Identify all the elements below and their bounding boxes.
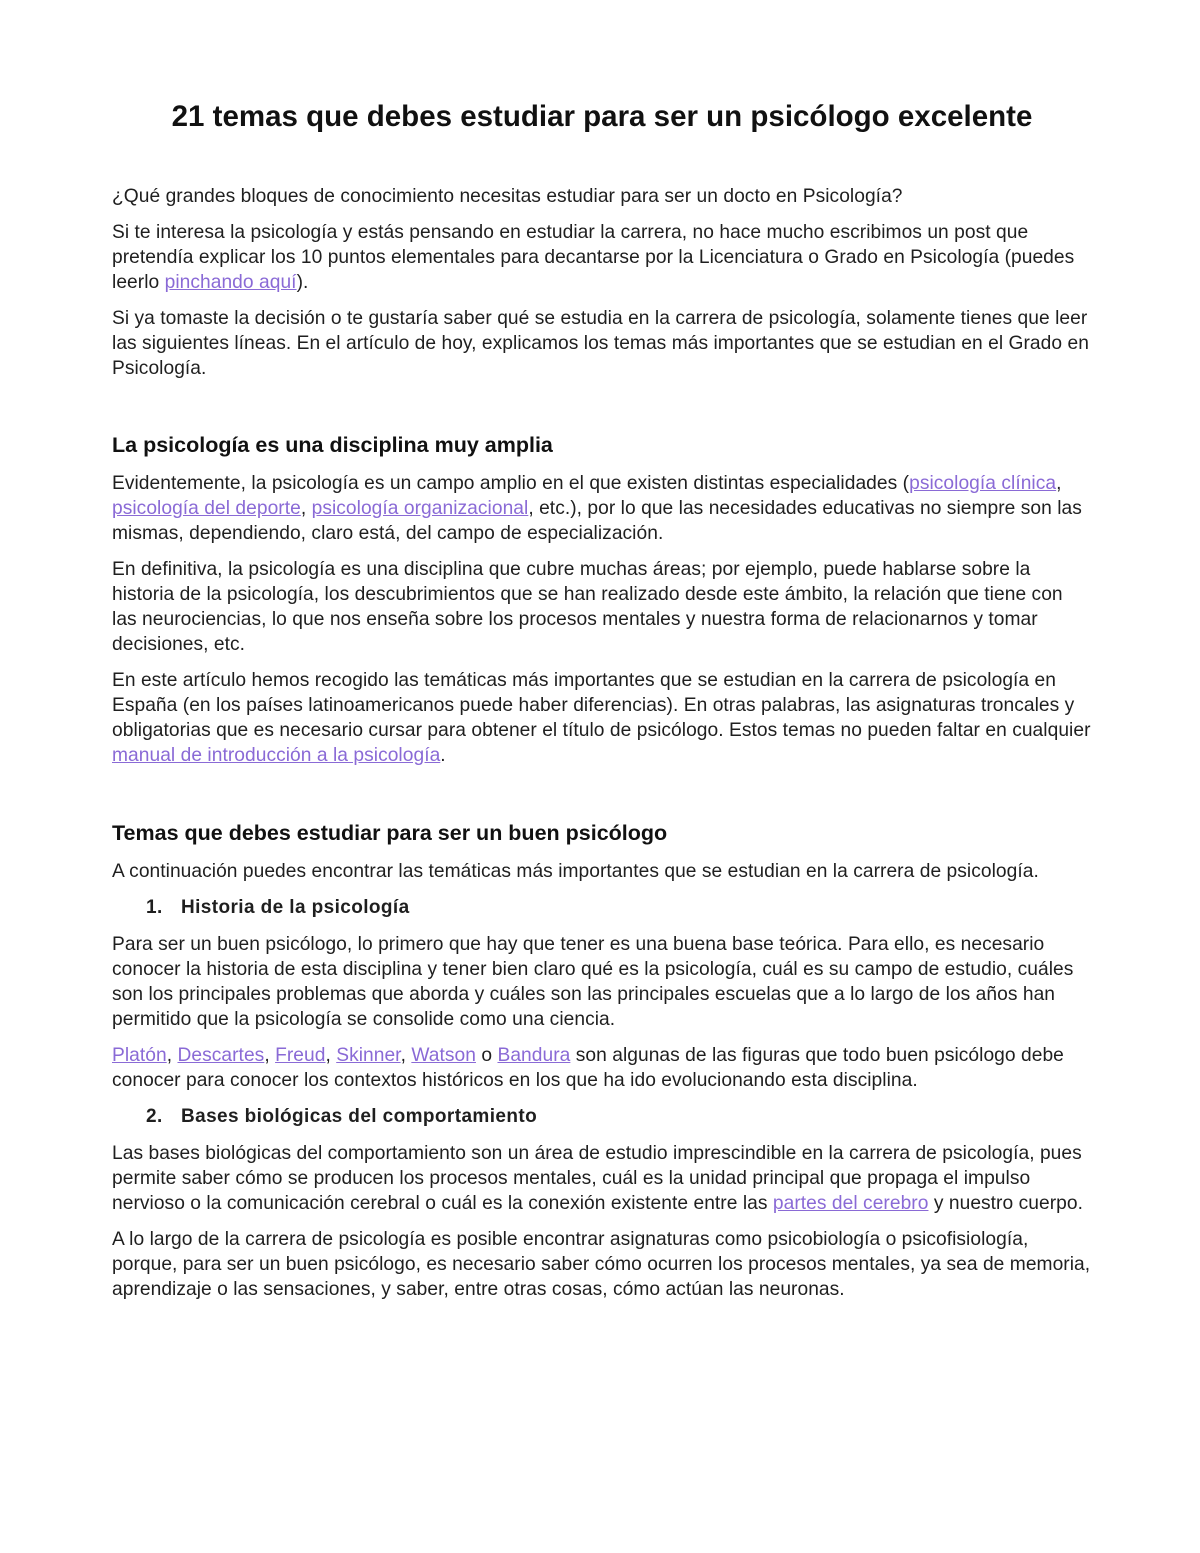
list-item-title: Historia de la psicología [181, 897, 410, 918]
pinchando-aqui-link[interactable]: pinchando aquí [164, 272, 297, 293]
intro-p2-text-b: ). [296, 272, 309, 293]
intro-paragraph-2 [112, 220, 1092, 295]
intro-p2-text-a: Si te interesa la psicología y estás pensando en estudiar la carrera, no hace mucho escribimos un post que pretendía explicar los 10 puntos elementales para decantarse por la Licenciatura o Grado en Psicología (puedes leerlo [112, 222, 1075, 293]
section2-paragraph-1: A continuación puedes encontrar las temáticas más importantes que se estudian en la carrera de psicología. [112, 861, 1039, 882]
conjunction: o [475, 1045, 498, 1066]
skinner-link[interactable]: Skinner [336, 1045, 401, 1066]
numbered-heading-1 [112, 895, 1092, 920]
bandura-link[interactable]: Bandura [497, 1045, 571, 1066]
list-number: 1. [146, 897, 163, 918]
section1-paragraph-2: En definitiva, la psicología es una disciplina que cubre muchas áreas; por ejemplo, puede hablarse sobre la historia de la psicología, los descubrimientos que se han realizado desde este ámbito, la relación que tiene con las neurociencias, lo que nos enseña sobre los procesos mentales y nuestra forma de relacionarnos y tomar decisiones, etc. [112, 559, 1063, 655]
document-title: 21 temas que debes estudiar para ser un psicólogo excelente [171, 100, 1033, 133]
separator: , [325, 1045, 337, 1066]
partes-cerebro-link[interactable]: partes del cerebro [772, 1193, 929, 1214]
section1-heading: La psicología es una disciplina muy amplia [112, 433, 553, 457]
numbered-heading-2 [112, 1104, 1092, 1129]
separator: , [1056, 473, 1062, 494]
manual-introduccion-link[interactable]: manual de introducción a la psicología [112, 745, 441, 766]
intro-paragraph-3: Si ya tomaste la decisión o te gustaría saber qué se estudia en la carrera de psicología, solamente tienes que leer las siguientes líneas. En el artículo de hoy, explicamos los temas más importantes que se estudian en el Grado en Psicología. [112, 308, 1089, 379]
platon-link[interactable]: Platón [112, 1045, 167, 1066]
section1-p3-text-b: . [440, 745, 446, 766]
list-item-title: Bases biológicas del comportamiento [181, 1106, 538, 1127]
item2-p1-text-b: y nuestro cuerpo. [928, 1193, 1083, 1214]
descartes-link[interactable]: Descartes [177, 1045, 265, 1066]
section1-paragraph-3 [112, 668, 1092, 768]
watson-link[interactable]: Watson [411, 1045, 476, 1066]
item2-paragraph-1 [112, 1141, 1092, 1216]
document-page [112, 96, 1092, 1313]
separator: , [300, 498, 312, 519]
psicologia-organizacional-link[interactable]: psicología organizacional [311, 498, 529, 519]
freud-link[interactable]: Freud [275, 1045, 326, 1066]
item1-p2-tail: son algunas de las figuras que todo buen psicólogo debe conocer para conocer los contextos históricos en los que ha ido evolucionando esta disciplina. [112, 1045, 1064, 1091]
section1-p1-text-a: Evidentemente, la psicología es un campo amplio en el que existen distintas especialidades ( [112, 473, 910, 494]
item2-paragraph-2: A lo largo de la carrera de psicología es posible encontrar asignaturas como psicobiología o psicofisiología, porque, para ser un buen psicólogo, es necesario saber cómo ocurren los procesos mentales, ya sea de memoria, aprendizaje o las sensaciones, y saber, entre otras cosas, cómo actúan las neuronas. [112, 1229, 1091, 1300]
item1-paragraph-2 [112, 1043, 1092, 1093]
separator: , [264, 1045, 276, 1066]
psicologia-clinica-link[interactable]: psicología clínica [909, 473, 1057, 494]
item1-paragraph-1: Para ser un buen psicólogo, lo primero que hay que tener es una buena base teórica. Para ello, es necesario conocer la historia de esta disciplina y tener bien claro qué es la psicología, cuál es su campo de estudio, cuáles son los principales problemas que aborda y cuáles son las principales escuelas que a lo largo de los años han permitido que la psicología se consolide como una ciencia. [112, 934, 1074, 1030]
item2-p1-text-a: Las bases biológicas del comportamiento son un área de estudio imprescindible en la carrera de psicología, pues permite saber cómo se producen los procesos mentales, cuál es la unidad principal que propaga el impulso nervioso o la comunicación cerebral o cuál es la conexión existente entre las [112, 1143, 1082, 1214]
section1-paragraph-1 [112, 471, 1092, 546]
section2-heading: Temas que debes estudiar para ser un buen psicólogo [112, 821, 668, 845]
psicologia-deporte-link[interactable]: psicología del deporte [112, 498, 301, 519]
separator: , [166, 1045, 178, 1066]
list-number: 2. [146, 1106, 163, 1127]
intro-question: ¿Qué grandes bloques de conocimiento necesitas estudiar para ser un docto en Psicología? [112, 186, 903, 207]
section1-p3-text-a: En este artículo hemos recogido las temáticas más importantes que se estudian en la carrera de psicología en España (en los países latinoamericanos puede haber diferencias). En otras palabras, las asignaturas troncales y obligatorias que es necesario cursar para obtener el título de psicólogo. Estos temas no pueden faltar en cualquier [112, 670, 1091, 741]
separator: , [400, 1045, 412, 1066]
section1-p1-text-b: , etc.), por lo que las necesidades educativas no siempre son las mismas, dependiendo, claro está, del campo de especialización. [112, 498, 1082, 544]
